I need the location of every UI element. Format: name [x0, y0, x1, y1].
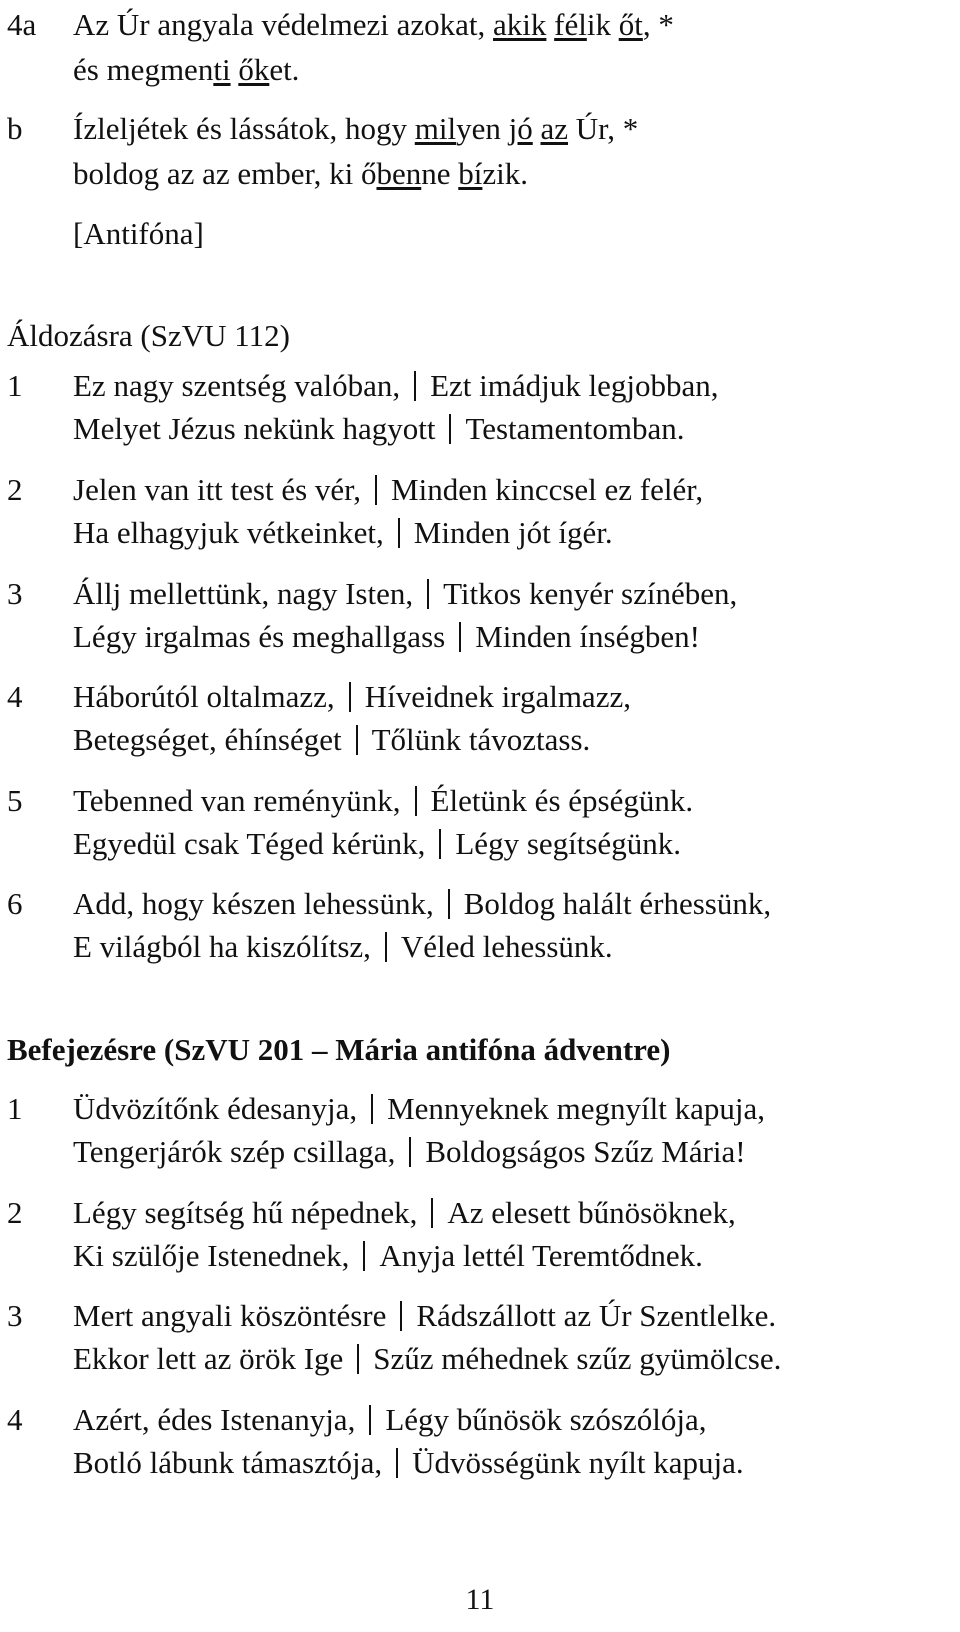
divider-bar	[385, 932, 387, 962]
verse-number: 4	[7, 679, 23, 714]
section-title-aldozasra: Áldozásra (SzVU 112)	[7, 318, 290, 353]
verse-number: 2	[7, 472, 23, 507]
divider-bar	[415, 786, 417, 816]
divider-bar	[414, 371, 416, 401]
verse-number: 4a	[7, 7, 37, 42]
divider-bar	[375, 475, 377, 505]
divider-bar	[369, 1405, 371, 1435]
divider-bar	[396, 1448, 398, 1478]
verse-text: boldog az az ember, ki őbenne bízik.	[73, 156, 529, 191]
verse-number: 3	[7, 1298, 23, 1333]
verse-number: 1	[7, 368, 23, 403]
verse-number: b	[7, 111, 23, 146]
psalm-verse-b-line1	[0, 107, 960, 151]
verse-number: 2	[7, 1195, 23, 1230]
divider-bar	[459, 622, 461, 652]
verse-text: Az Úr angyala védelmezi azokat, akik félik őt, *	[73, 7, 674, 42]
divider-bar	[439, 829, 441, 859]
divider-bar	[431, 1198, 433, 1228]
verse-number: 3	[7, 576, 23, 611]
section-title-befejezesre: Befejezésre (SzVU 201 – Mária antifóna ádventre)	[7, 1032, 671, 1067]
verse-text: és megmenti őket.	[73, 52, 300, 87]
divider-bar	[357, 1344, 359, 1374]
divider-bar	[427, 579, 429, 609]
divider-bar	[449, 414, 451, 444]
page-number: 11	[465, 1583, 495, 1616]
antifona-label: [Antifóna]	[73, 216, 204, 251]
divider-bar	[349, 682, 351, 712]
verse-number: 6	[7, 886, 23, 921]
divider-bar	[409, 1137, 411, 1167]
psalm-verse-4a-line1	[0, 3, 960, 47]
divider-bar	[363, 1241, 365, 1271]
divider-bar	[371, 1094, 373, 1124]
verse-number: 4	[7, 1402, 23, 1437]
divider-bar	[398, 518, 400, 548]
divider-bar	[400, 1301, 402, 1331]
divider-bar	[356, 725, 358, 755]
verse-number: 5	[7, 783, 23, 818]
verse-text: Ízleljétek és lássátok, hogy milyen jó az Úr, *	[73, 111, 639, 146]
verse-number: 1	[7, 1091, 23, 1126]
psalm-verse-4a-line2	[0, 48, 960, 92]
divider-bar	[448, 889, 450, 919]
psalm-verse-b-line2	[0, 152, 960, 196]
